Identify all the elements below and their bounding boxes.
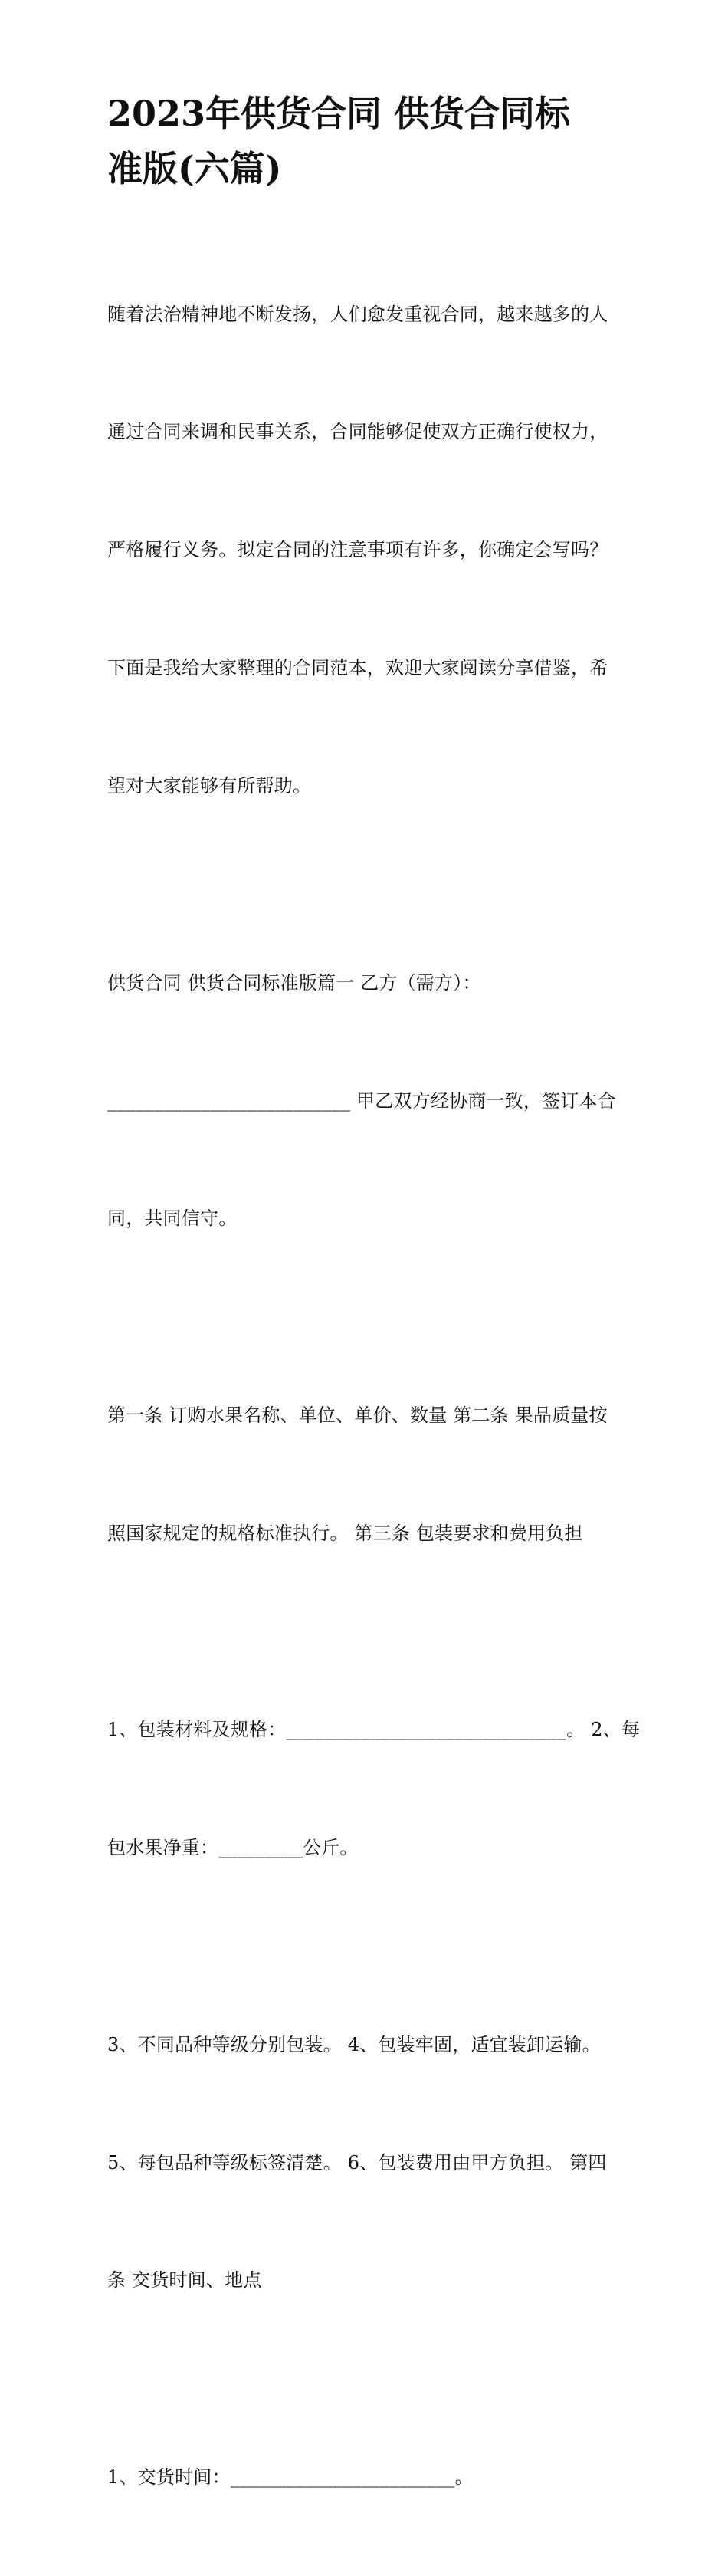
delivery-paragraph: [107, 2379, 628, 2575]
section-1-closing-line: 同，共同信守。: [107, 1208, 238, 1230]
packaging-paragraph: [107, 1632, 641, 1947]
party-blank: __________________________: [107, 1089, 351, 1112]
packaging-material-blank: ______________________________: [286, 1719, 567, 1741]
section-1-heading-line: 供货合同 供货合同标准版篇一 乙方（需方）：: [107, 971, 481, 994]
title-line-1: 2023年供货合同 供货合同标: [107, 93, 571, 134]
packaging-item-2-prefix: 包水果净重：: [107, 1837, 219, 1859]
articles-line-2: 照国家规定的规格标准执行。 第三条 包装要求和费用负担: [107, 1522, 583, 1544]
articles-paragraph: [107, 1317, 628, 1631]
intro-line-1: 随着法治精神地不断发扬，人们愈发重视合同，越来越多的人: [107, 303, 608, 325]
intro-line-3: 严格履行义务。拟定合同的注意事项有许多，你确定会写吗？: [107, 539, 608, 561]
packaging-items-line-2: 5、每包品种等级标签清楚。 6、包装费用由甲方负担。 第四: [107, 2151, 607, 2174]
packaging-items-line-3: 条 交货时间、地点: [107, 2269, 262, 2292]
delivery-time-suffix: 。: [454, 2466, 474, 2488]
document-title: [107, 86, 628, 196]
delivery-time-blank: ________________________: [230, 2466, 455, 2488]
packaging-item-1-suffix: 。 2、每: [566, 1719, 641, 1741]
document-body: [107, 216, 641, 2576]
intro-line-4: 下面是我给大家整理的合同范本，欢迎大家阅读分享借鉴，希: [107, 657, 608, 679]
section-1-paragraph: [107, 885, 628, 1317]
packaging-items-line-1: 3、不同品种等级分别包装。 4、包装牢固，适宜装卸运输。: [107, 2033, 601, 2055]
party-agreement-text: 甲乙双方经协商一致，签订本合: [350, 1089, 616, 1112]
intro-line-5: 望对大家能够有所帮助。: [107, 775, 312, 797]
title-line-2: 准版(六篇): [107, 148, 282, 189]
articles-line-1: 第一条 订购水果名称、单位、单价、数量 第二条 果品质量按: [107, 1404, 608, 1426]
intro-line-2: 通过合同来调和民事关系，合同能够促使双方正确行使权力，: [107, 421, 608, 443]
packaging-items-paragraph: [107, 1947, 628, 2379]
packaging-item-1-line: [107, 1710, 641, 1750]
section-1-party-line: [107, 1082, 628, 1121]
delivery-time-prefix: 1、交货时间：: [107, 2466, 231, 2488]
packaging-item-2-suffix: 公斤。: [303, 1837, 359, 1859]
delivery-time-line: [107, 2458, 628, 2497]
net-weight-blank: _________: [218, 1837, 303, 1859]
packaging-item-2-line: [107, 1829, 628, 1868]
intro-paragraph: [107, 216, 628, 885]
document-page: [107, 86, 641, 2576]
packaging-item-1-prefix: 1、包装材料及规格：: [107, 1719, 287, 1741]
